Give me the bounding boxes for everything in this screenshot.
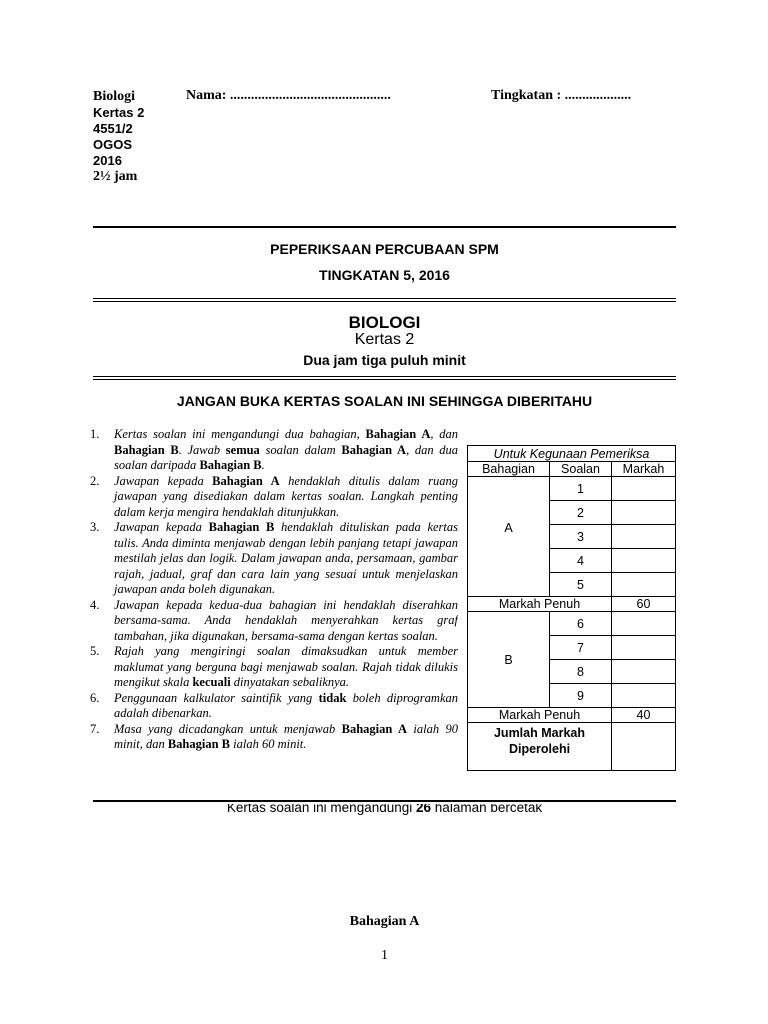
total-marks-cell: [612, 723, 676, 771]
instruction-emphasis: Bahagian B: [208, 520, 275, 534]
instruction-number: 4.: [90, 597, 100, 612]
page-count-text: Kertas soalan ini mengandungi: [226, 804, 417, 815]
paper-info-line: 2016: [93, 153, 122, 168]
instruction-fragment: , dan dua soalan daripada: [114, 442, 458, 472]
instruction-text: [114, 520, 458, 598]
mark-cell: [612, 549, 676, 573]
instruction-text: [114, 691, 458, 722]
section-heading: Bahagian A: [349, 914, 420, 929]
page-count-number: 26: [416, 804, 432, 815]
section-b-label: B: [468, 612, 550, 708]
instruction-fragment: soalan dalam: [259, 442, 342, 457]
instruction-item: [90, 722, 458, 753]
instruction-item: [90, 427, 458, 474]
name-field: Nama: ..............................................: [186, 88, 391, 103]
duration: Dua jam tiga puluh minit: [303, 352, 466, 368]
instruction-fragment: , dan: [430, 427, 458, 441]
paper-info-block: [93, 89, 144, 185]
instruction-emphasis: tidak: [318, 690, 347, 705]
total-marks-label: [468, 723, 612, 771]
divider: [93, 376, 676, 380]
instruction-text: [114, 598, 458, 645]
instruction-fragment: Penggunaan kalkulator saintifik yang: [114, 690, 319, 705]
instruction-item: [90, 598, 458, 645]
instruction-fragment: Jawapan kepada: [114, 520, 209, 534]
instruction-fragment: . Jawab: [178, 442, 226, 457]
question-number: 4: [550, 549, 612, 573]
instruction-fragment: ialah 60 minit.: [230, 737, 307, 751]
paper-info-line: OGOS: [93, 137, 133, 152]
mark-cell: [612, 573, 676, 597]
instruction-item: [90, 644, 458, 691]
divider: [93, 800, 676, 802]
question-number: 5: [550, 573, 612, 597]
instruction-fragment: Masa yang dicadangkan untuk menjawab: [114, 721, 342, 736]
mark-cell: [612, 636, 676, 660]
form-level-field: Tingkatan : ...................: [491, 88, 632, 103]
question-number: 6: [550, 612, 612, 636]
mark-cell: [612, 477, 676, 501]
instruction-number: 1.: [90, 427, 100, 441]
column-header: Markah: [612, 462, 676, 477]
instruction-fragment: hendaklah dituliskan pada kertas tulis. Anda diminta menjawab dengan lebih panjang tetapi jawapan mestilah jelas dan logik. Dalam jawapan anda, persamaan, gambar rajah, jadual, graf dan cara lain yang sesuai untuk menjelaskan jawapan anda boleh digunakan.: [114, 520, 458, 596]
instruction-number: 3.: [90, 520, 100, 534]
total-label-line: Diperolehi: [508, 742, 571, 756]
mark-cell: [612, 525, 676, 549]
question-number: 1: [550, 477, 612, 501]
question-number: 2: [550, 501, 612, 525]
instruction-number: 7.: [90, 721, 100, 736]
exam-level: TINGKATAN 5, 2016: [319, 267, 450, 283]
instruction-fragment: dinyatakan sebaliknya.: [230, 675, 350, 689]
examiner-marks-table: [467, 445, 676, 771]
full-marks-label: Markah Penuh: [468, 708, 612, 723]
instruction-emphasis: Bahagian A: [341, 721, 408, 736]
page-count-text: halaman bercetak: [431, 804, 543, 815]
paper-info-line: 2½ jam: [93, 169, 138, 184]
paper-info-line: Kertas 2: [93, 105, 145, 120]
instruction-text: [114, 474, 458, 521]
instruction-item: [90, 691, 458, 722]
exam-title: PEPERIKSAAN PERCUBAAN SPM: [270, 241, 499, 257]
instruction-fragment: Rajah yang mengiringi soalan dimaksudkan untuk member maklumat yang berguna bagi menjawab soalan. Rajah tidak dilukis mengikut skala: [114, 644, 458, 689]
instruction-emphasis: semua: [225, 442, 260, 457]
full-marks-value: 40: [612, 708, 676, 723]
instruction-item: [90, 474, 458, 521]
warning-text: JANGAN BUKA KERTAS SOALAN INI SEHINGGA DIBERITAHU: [176, 393, 593, 409]
instruction-emphasis: Bahagian B: [114, 442, 179, 457]
instruction-fragment: boleh diprogramkan adalah dibenarkan.: [114, 690, 458, 720]
instruction-number: 6.: [90, 690, 100, 705]
table-caption: Untuk Kegunaan Pemeriksa: [468, 446, 676, 462]
mark-cell: [612, 660, 676, 684]
instruction-emphasis: kecuali: [192, 675, 231, 689]
instruction-fragment: .: [261, 458, 265, 472]
full-marks-label: Markah Penuh: [468, 597, 612, 612]
total-label-line: Jumlah Markah: [493, 726, 585, 740]
instruction-item: [90, 520, 458, 598]
instruction-fragment: hendaklah ditulis dalam ruang jawapan yang disediakan dalam kertas soalan. Langkah penting dalam kerja mengira hendaklah ditunjukkan.: [114, 473, 458, 519]
column-header: Bahagian: [468, 462, 550, 477]
section-a-label: A: [468, 477, 550, 597]
question-number: 7: [550, 636, 612, 660]
instruction-text: [114, 644, 458, 691]
page-count-note: [93, 804, 676, 817]
instruction-text: [114, 427, 458, 474]
instruction-emphasis: Bahagian B: [199, 458, 262, 472]
question-number: 8: [550, 660, 612, 684]
instruction-number: 2.: [90, 473, 100, 488]
page-number: 1: [381, 948, 388, 963]
paper-title: Kertas 2: [354, 331, 415, 348]
subject-title: BIOLOGI: [348, 313, 421, 332]
instruction-number: 5.: [90, 644, 100, 658]
instruction-emphasis: Bahagian A: [341, 442, 407, 457]
question-number: 9: [550, 684, 612, 708]
column-header: Soalan: [550, 462, 612, 477]
instruction-fragment: Jawapan kepada kedua-dua bahagian ini hendaklah diserahkan bersama-sama. Anda hendaklah menyerahkan kertas graf tambahan, jika digunakan, bersama-sama dengan kertas soalan.: [114, 597, 458, 643]
mark-cell: [612, 612, 676, 636]
instruction-fragment: Kertas soalan ini mengandungi dua bahagian,: [114, 427, 366, 441]
instructions-list: [90, 427, 458, 809]
instruction-emphasis: Bahagian A: [212, 473, 280, 488]
mark-cell: [612, 684, 676, 708]
question-number: 3: [550, 525, 612, 549]
instruction-fragment: Jawapan kepada: [114, 473, 213, 488]
paper-info-line: 4551/2: [93, 121, 133, 136]
instruction-emphasis: Bahagian A: [365, 427, 431, 441]
full-marks-value: 60: [612, 597, 676, 612]
instruction-text: [114, 722, 458, 753]
instruction-fragment: ialah 90 minit, dan: [114, 721, 458, 751]
mark-cell: [612, 501, 676, 525]
divider: [93, 298, 676, 302]
divider: [93, 226, 676, 228]
instruction-emphasis: Bahagian B: [167, 737, 231, 751]
paper-info-line: Biologi: [93, 89, 136, 104]
